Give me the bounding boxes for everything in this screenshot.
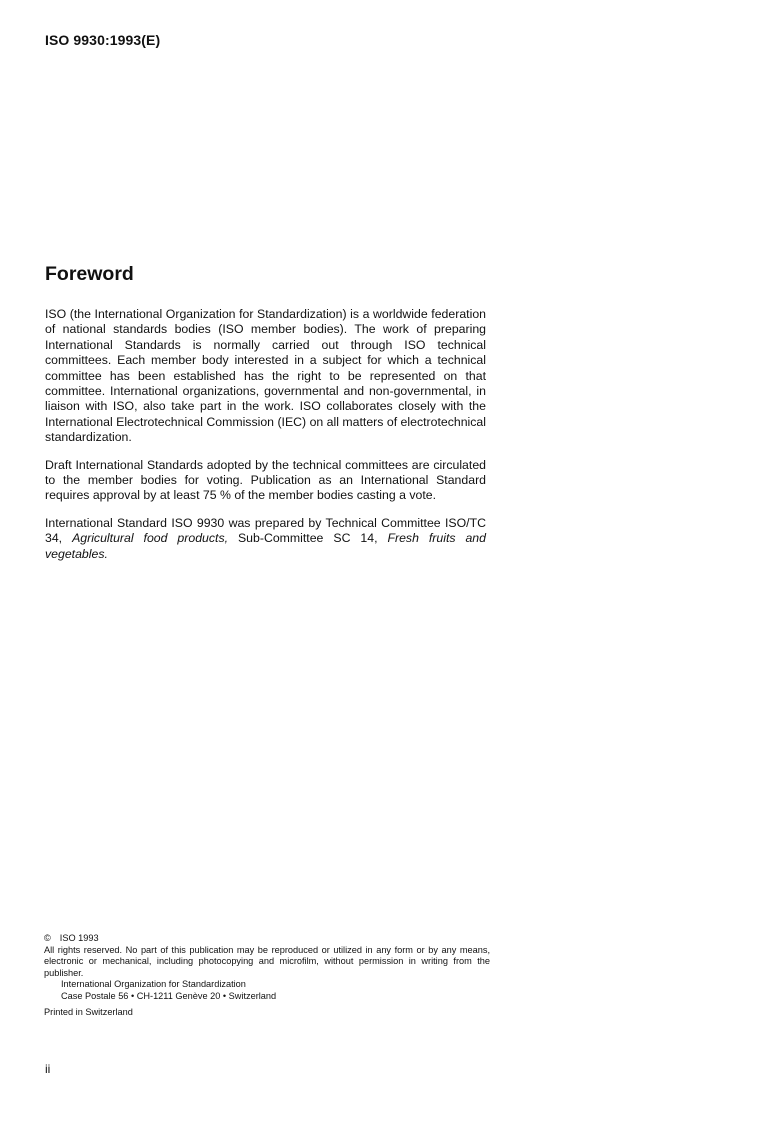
para3-text-1: International Standard ISO 9930 was prepared by Technical Committee ISO/TC 34, [45, 515, 486, 546]
publisher-name: International Organization for Standardization [61, 979, 246, 990]
para3-text-2: Sub-Committee SC 14, [228, 531, 388, 546]
printed-in: Printed in Switzerland [44, 1006, 133, 1017]
foreword-body [45, 307, 486, 574]
copyright-year: ISO 1993 [59, 933, 99, 943]
document-id: ISO 9930:1993(E) [45, 32, 161, 48]
publisher-address: Case Postale 56 • CH-1211 Genève 20 • Switzerland [61, 990, 277, 1001]
rights-statement: All rights reserved. No part of this publication may be reproduced or utilized in any form or by any means, electronic or mechanical, including photocopying and microfilm, without permission in writing from the publisher. [44, 944, 490, 978]
subcommittee-name: Fresh fruits and vegetables. [45, 531, 486, 561]
copyright-line [44, 933, 490, 945]
foreword-paragraph-3 [45, 516, 486, 562]
committee-name: Agricultural food products, [72, 531, 229, 546]
foreword-paragraph-2: Draft International Standards adopted by the technical committees are circulated to the member bodies for voting. Publication as an International Standard requires approval by at least 75 % of the member bodies casting a vote. [45, 457, 486, 503]
foreword-paragraph-1: ISO (the International Organization for Standardization) is a worldwide federation of national standards bodies (ISO member bodies). The work of preparing International Standards is normally carried out through ISO technical committees. Each member body interested in a subject for which a technical committee has been established has the right to be represented on that committee. International organizations, governmental and non-governmental, in liaison with ISO, also take part in the work. ISO collaborates closely with the International Electrotechnical Commission (IEC) on all matters of electrotechnical standardization. [45, 307, 486, 445]
foreword-heading: Foreword [45, 263, 134, 285]
copyright-symbol: © [44, 933, 51, 943]
copyright-block [44, 933, 490, 1018]
page-number: ii [45, 1062, 51, 1076]
